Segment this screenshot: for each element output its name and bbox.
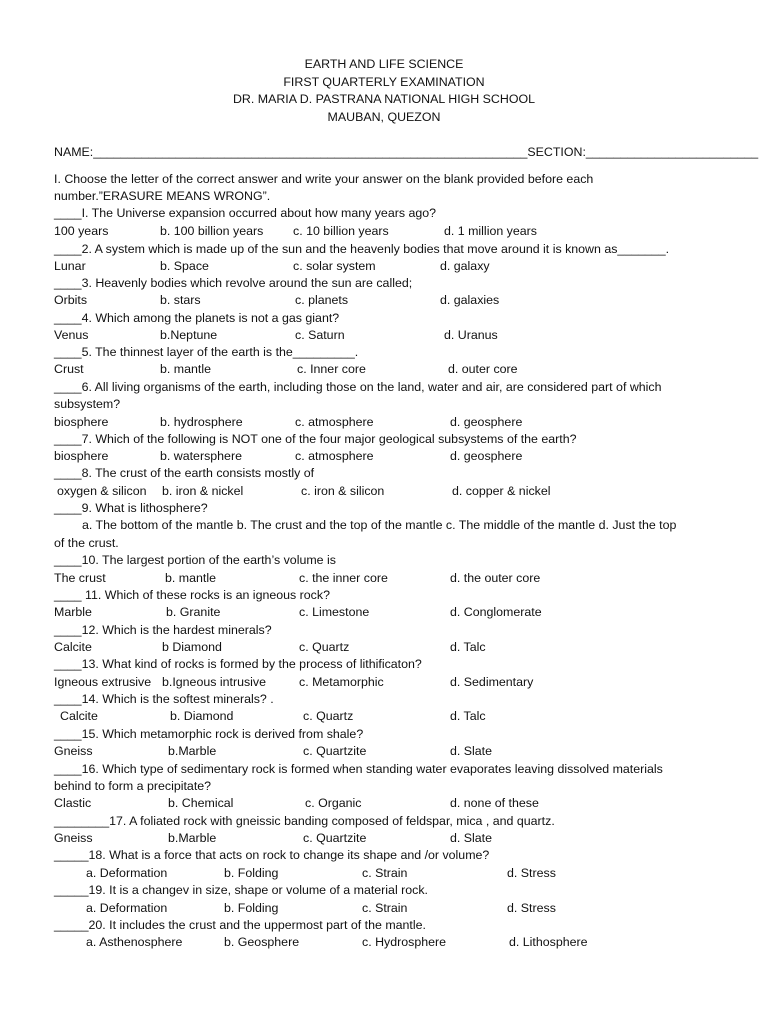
q15-option-b: b.Marble [168,744,217,758]
q5-option-a: Crust [54,362,84,376]
school-name: DR. MARIA D. PASTRANA NATIONAL HIGH SCHOOL [232,92,535,107]
q9-options-cont: of the crust. [54,536,119,550]
q1-option-a: 100 years [54,224,109,238]
q17-option-a: Gneiss [54,831,93,845]
q20-option-a: a. Asthenosphere [86,935,183,949]
exam-title: FIRST QUARTERLY EXAMINATION [283,74,485,89]
q15-option-c: c. Quartzite [303,744,367,758]
question-16: ____16. Which type of sedimentary rock is formed when standing water evaporates leaving dissolved materials [54,762,663,776]
q13-option-b: b.Igneous intrusive [162,675,267,689]
q5-option-d: d. outer core [448,362,518,376]
q17-option-d: d. Slate [450,831,493,845]
q8-option-c: c. iron & silicon [301,484,385,498]
q1-option-d: d. 1 million years [444,224,537,238]
q2-option-b: b. Space [160,259,209,273]
q3-option-d: d. galaxies [440,293,500,307]
q17-option-c: c. Quartzite [303,831,367,845]
question-2: ____2. A system which is made up of the sun and the heavenly bodies that move around it is known as_______. [54,242,670,256]
question-18: _____18. What is a force that acts on rock to change its shape and /or volume? [54,848,490,862]
q7-option-b: b. watersphere [160,449,242,463]
question-7: ____7. Which of the following is NOT one of the four major geological subsystems of the earth? [54,432,577,446]
q7-option-c: c. atmosphere [295,449,374,463]
q14-option-a: Calcite [60,709,98,723]
subject-title: EARTH AND LIFE SCIENCE [304,57,464,71]
q6-option-c: c. atmosphere [295,415,374,429]
q9-options: a. The bottom of the mantle b. The crust and the top of the mantle c. The middle of the mantle d. Just the top [82,518,677,532]
q4-option-a: Venus [54,328,89,342]
q15-option-d: d. Slate [450,744,493,758]
q2-option-a: Lunar [54,259,86,273]
q14-option-b: b. Diamond [170,709,234,723]
question-5: ____5. The thinnest layer of the earth is the_________. [54,345,359,359]
question-9: ____9. What is lithosphere? [54,501,208,515]
q18-option-c: c. Strain [362,866,408,880]
q16-option-b: b. Chemical [168,796,234,810]
question-6: ____6. All living organisms of the earth, including those on the land, water and air, are considered part of which [54,380,662,394]
q20-option-d: d. Lithosphere [509,935,588,949]
q20-option-c: c. Hydrosphere [362,935,447,949]
q8-option-d: d. copper & nickel [452,484,551,498]
q6-option-b: b. hydrosphere [160,415,243,429]
q16-option-a: Clastic [54,796,92,810]
q15-option-a: Gneiss [54,744,93,758]
q3-option-a: Orbits [54,293,88,307]
question-11: ____ 11. Which of these rocks is an igneous rock? [54,588,330,602]
q11-option-b: b. Granite [166,605,221,619]
q2-option-d: d. galaxy [440,259,490,273]
q10-option-d: d. the outer core [450,571,541,585]
name-section-line: NAME:_______________________________________________________________SECTION:_________________________ [54,145,759,159]
q10-option-c: c. the inner core [299,571,388,585]
q8-option-a: oxygen & silicon [57,484,147,498]
q6-option-d: d. geosphere [450,415,523,429]
q11-option-d: d. Conglomerate [450,605,542,619]
q12-option-a: Calcite [54,640,92,654]
question-4: ____4. Which among the planets is not a gas giant? [54,311,340,325]
q19-option-c: c. Strain [362,901,408,915]
q5-option-b: b. mantle [160,362,211,376]
q14-option-d: d. Talc [450,709,486,723]
instruction-line: number.”ERASURE MEANS WRONG”. [54,189,271,203]
q17-option-b: b.Marble [168,831,217,845]
exam-header [0,56,768,126]
q6-option-a: biosphere [54,415,109,429]
question-3: ____3. Heavenly bodies which revolve around the sun are called; [54,276,413,290]
question-15: ____15. Which metamorphic rock is derived from shale? [54,727,364,741]
question-1: ____I. The Universe expansion occurred about how many years ago? [54,206,437,220]
q11-option-a: Marble [54,605,92,619]
q4-option-b: b.Neptune [160,328,218,342]
q11-option-c: c. Limestone [299,605,370,619]
q18-option-a: a. Deformation [86,866,168,880]
q12-option-b: b Diamond [162,640,222,654]
question-10: ____10. The largest portion of the earth’s volume is [54,553,336,567]
question-20: _____20. It includes the crust and the uppermost part of the mantle. [54,918,426,932]
q19-option-a: a. Deformation [86,901,168,915]
q19-option-d: d. Stress [507,901,556,915]
q10-option-b: b. mantle [165,571,216,585]
q8-option-b: b. iron & nickel [162,484,244,498]
q16-option-c: c. Organic [305,796,362,810]
question-16-cont: behind to form a precipitate? [54,779,212,793]
q14-option-c: c. Quartz [303,709,354,723]
question-8: ____8. The crust of the earth consists mostly of [54,466,315,480]
q20-option-b: b. Geosphere [224,935,300,949]
q4-option-c: c. Saturn [295,328,345,342]
q4-option-d: d. Uranus [444,328,498,342]
q1-option-b: b. 100 billion years [160,224,264,238]
q13-option-a: Igneous extrusive [54,675,152,689]
question-6-cont: subsystem? [54,397,121,411]
q12-option-c: c. Quartz [299,640,350,654]
q16-option-d: d. none of these [450,796,539,810]
q18-option-d: d. Stress [507,866,556,880]
q1-option-c: c. 10 billion years [293,224,389,238]
question-19: _____19. It is a changev in size, shape or volume of a material rock. [54,883,428,897]
q3-option-c: c. planets [295,293,349,307]
q7-option-d: d. geosphere [450,449,523,463]
q5-option-c: c. Inner core [297,362,366,376]
q2-option-c: c. solar system [293,259,376,273]
question-17: ________17. A foliated rock with gneissic banding composed of feldspar, mica , and quartz. [54,814,555,828]
q10-option-a: The crust [54,571,106,585]
q13-option-d: d. Sedimentary [450,675,534,689]
q19-option-b: b. Folding [224,901,279,915]
q3-option-b: b. stars [160,293,201,307]
q13-option-c: c. Metamorphic [299,675,384,689]
question-13: ____13. What kind of rocks is formed by the process of lithificaton? [54,657,422,671]
school-location: MAUBAN, QUEZON [327,109,441,124]
question-14: ____14. Which is the softest minerals? . [54,692,274,706]
instruction-line: I. Choose the letter of the correct answer and write your answer on the blank provided before each [54,172,594,186]
q18-option-b: b. Folding [224,866,279,880]
question-12: ____12. Which is the hardest minerals? [54,623,272,637]
q7-option-a: biosphere [54,449,109,463]
q12-option-d: d. Talc [450,640,486,654]
